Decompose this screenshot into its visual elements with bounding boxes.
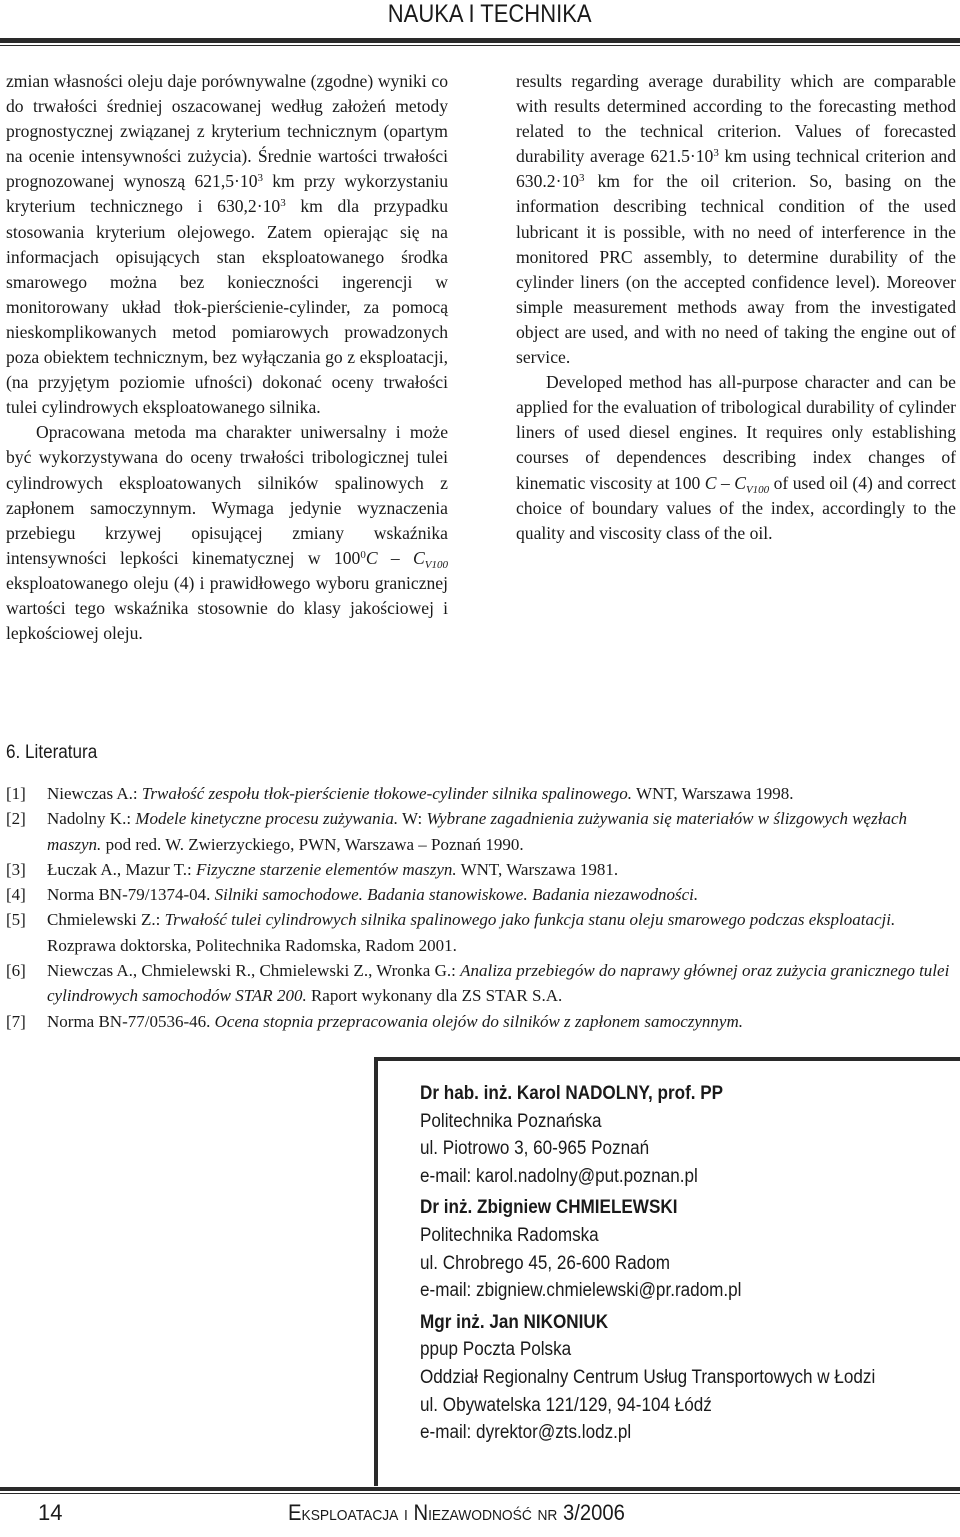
author-name: Dr hab. inż. Karol NADOLNY, prof. PP — [420, 1083, 724, 1104]
reference-item: [1] Niewczas A.: Trwałość zespołu tłok-pierścienie tłokowe-cylinder silnika spalinowego. WNT, Warszawa 1998. — [6, 784, 794, 803]
author-address: ul. Chrobrego 45, 26-600 Radom — [420, 1252, 671, 1274]
author-affiliation: Politechnika Poznańska — [420, 1110, 602, 1132]
reference-item: [5] Chmielewski Z.: Trwałość tulei cylindrowych silnika spalinowego jako funkcja stanu oleju smarowego podczas eksploatacji. Rozprawa doktorska, Politechnika Radomska, Radom 2001. — [6, 910, 896, 955]
right-paragraph-2: Developed method has all-purpose character and can be applied for the evaluation of tribological durability of cylinder liners of used diesel engines. It requires only establishing courses of dependences describing index changes of kinematic viscosity at 100 C – $C_{V100}$ of used oil (4) and correct choice of boundary values of the index, accordingly to the quality and viscosity class of the oil. — [516, 372, 957, 543]
left-paragraph-1: zmian własności oleju daje porównywalne (zgodne) wyniki co do trwałości średniej oszacowanej według założeń metody prognostycznej związanej z kryterium technicznym (opartym na ocenie intensywności zużycia). Średnie wartości trwałości prognozowanej wynoszą $621,5\cdot 10^3$ km przy wykorzystaniu kryterium technicznego i $630,2\cdot 10^3$ km dla przypadku stosowania kryterium olejowego. Zatem opierając się na informacjach opisujących stan eksploatowanego środka smarowego można bez konieczności ingerencji w monitorowany układ tłok-pierścienie-cylinder, za pomocą nieskomplikowanych metod pomiarowych prowadzonych poza obiektem technicznym, bez wyłączania go z eksploatacji, (na przyjętym poziomie ufności) dokonać oceny trwałości tulei cylindrowych eksploatowanego silnika. — [6, 71, 448, 418]
author-entry — [420, 1194, 960, 1304]
author-name: Mgr inż. Jan NIKONIUK — [420, 1311, 609, 1333]
page-number: 14 — [38, 1500, 63, 1525]
author-affiliation: Politechnika Radomska — [420, 1224, 599, 1246]
reference-list — [6, 781, 956, 1034]
author-entry — [420, 1309, 960, 1447]
author-affiliation: ppup Poczta Polska — [420, 1339, 572, 1361]
reference-item: [2] Nadolny K.: Modele kinetyczne procesu zużywania. W: Wybrane zagadnienia zużywania się materiałów w ślizgowych węzłach maszyn. pod red. W. Zwierzyckiego, PWN, Warszawa – Poznań 1990. — [6, 809, 907, 854]
author-department: Oddział Regionalny Centrum Usług Transportowych w Łodzi — [420, 1366, 876, 1388]
right-column-text — [516, 69, 956, 546]
author-email: e-mail: karol.nadolny@put.poznan.pl — [420, 1165, 698, 1187]
reference-item: [7] Norma BN-77/0536-46. Ocena stopnia przepracowania olejów do silników z zapłonem samoczynnym. — [6, 1011, 744, 1031]
reference-item: [6] Niewczas A., Chmielewski R., Chmielewski Z., Wronka G.: Analiza przebiegów do naprawy głównej oraz zużycia granicznego tulei cylindrowych samochodów STAR 200. Raport wykonany dla ZS STAR S.A. — [6, 961, 950, 1006]
header-rule — [0, 38, 960, 43]
author-address: ul. Obywatelska 121/129, 94-104 Łódź — [420, 1394, 712, 1416]
left-column-text — [6, 69, 448, 646]
author-name: Dr inż. Zbigniew CHMIELEWSKI — [420, 1197, 678, 1219]
authors-box — [374, 1057, 960, 1486]
reference-item: [3] Łuczak A., Mazur T.: Fizyczne starzenie elementów maszyn. WNT, Warszawa 1981. — [6, 859, 619, 879]
author-email: e-mail: zbigniew.chmielewski@pr.radom.pl — [420, 1280, 742, 1302]
author-address: ul. Piotrowo 3, 60-965 Poznań — [420, 1138, 650, 1160]
author-email: e-mail: dyrektor@zts.lodz.pl — [420, 1422, 632, 1444]
right-paragraph-1: results regarding average durability which are comparable with results determined according to the forecasting method related to the technical criterion. Values of forecasted durability average $621.5\cdot 10^3$ km using technical criterion and $630.2\cdot 10^3$ km for the oil criterion. So, basing on the information describing technical condition of the used lubricant it is possible, with no need of interference in the monitored PRC assembly, to determine durability of the cylinder liners (on the accepted confidence level). Moreover simple measurement methods away from the investigated object are used, and with no need of taking the engine out of service. — [516, 71, 956, 368]
reference-item: [4] Norma BN-79/1374-04. Silniki samochodowe. Badania stanowiskowe. Badania niezawodności. — [6, 885, 699, 905]
left-paragraph-2: Opracowana metoda ma charakter uniwersalny i może być wykorzystywana do oceny trwałości tribologicznej tulei cylindrowych eksploatowanych silników spalinowych z zapłonem samoczynnym. Wymaga jedynie wyznaczenia przebiegu krzywej opisującej zmiany wskaźnika intensywności lepkości kinematycznej w $100^0C - C_{V100}$ eksploatowanego oleju (4) i prawidłowego wyboru granicznej wartości tego wskaźnika stosownie do klasy jakościowej i lepkościowej oleju. — [6, 422, 449, 644]
literature-heading: 6. Literatura — [6, 742, 98, 763]
running-header-title: NAUKA I TECHNIKA — [388, 0, 592, 28]
header-rule-thin — [0, 45, 960, 46]
author-entry — [420, 1080, 960, 1190]
journal-name: Eksploatacja i Niezawodność nr 3/2006 — [288, 1500, 625, 1525]
footer-rule — [0, 1487, 960, 1491]
footer-rule-thin — [0, 1493, 960, 1494]
authors-list — [420, 1080, 960, 1451]
